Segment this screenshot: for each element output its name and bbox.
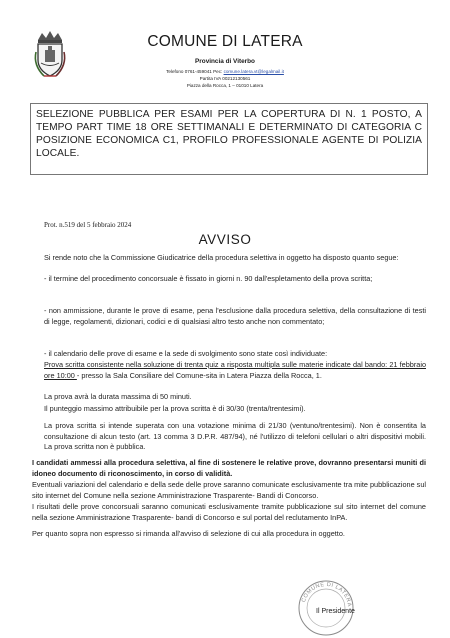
- written-test-venue: - presso la Sala Consiliare del Comune-sita in Latera Piazza della Rocca, 1.: [76, 370, 322, 380]
- paragraph-variations: Eventuali variazioni del calendario e della sede delle prove saranno comunicate esclusivamente tra mite pubblicazione sul sito internet del Comune nella sezione Amministrazione Trasparente- Bandi di Concorso.: [32, 480, 426, 500]
- vat-line: Partita IVA 00212130561: [199, 76, 251, 82]
- contact-line: [0, 68, 450, 75]
- written-test-date: Prova scritta consistente nella soluzione di trenta quiz a risposta multipla sulle materie indicate dal bando: 21 febbraio ore 10:00: [44, 360, 426, 380]
- seal-text: COMUNE DI LATERA: [300, 581, 353, 608]
- paragraph-results: I risultati delle prove concorsuali saranno comunicati esclusivamente tramite pubblicazione sul sito internet del comune nella sezione Amministrazione Trasparente- bandi di Concorso e sul portal del reclutamento InPA.: [32, 502, 426, 522]
- paragraph-duration: La prova avrà la durata massima di 50 minuti.: [44, 392, 192, 401]
- pec-link[interactable]: comune.latera.vt@legalmail.it: [223, 69, 284, 74]
- page-title: AVVISO: [198, 232, 252, 247]
- paragraph-non-admission: - non ammissione, durante le prove di esame, pena l'esclusione dalla procedura selettiva, della consultazione di testi di legge, regolamenti, dizionari, codici e di qualsiasi altro testo anche non commentato;: [44, 306, 426, 326]
- paragraph-max-score: Il punteggio massimo attribuibile per la prova scritta è di 30/30 (trenta/trentesimi).: [44, 404, 306, 413]
- phone-line: Telefono 0761-459041 Pec:: [166, 69, 224, 74]
- paragraph-id-document: I candidati ammessi alla procedura selettiva, al fine di sostenere le relative prove, dovranno presentarsi muniti di idoneo documento di riconoscimento, in corso di validità.: [32, 458, 426, 478]
- paragraph-passing-score: La prova scritta si intende superata con una votazione minima di 21/30 (ventuno/trentesimi). Non è consentita la consultazione di alcun testo (art. 13 comma 3 D.P.R. 487/94), né l'utilizzo di telefoni cellulari o altri dispositivi mobili. La prova scritta non è pubblica.: [44, 421, 426, 452]
- selection-box: [30, 103, 428, 175]
- address-line: Piazza della Rocca, 1 – 01010 Latera: [186, 83, 264, 89]
- paragraph-closing: Per quanto sopra non espresso si rimanda all'avviso di selezione di cui alla procedura in oggetto.: [32, 529, 345, 538]
- paragraph-term: - il termine del procedimento concorsuale è fissato in giorni n. 90 dall'espletamento della prova scritta;: [44, 274, 373, 283]
- paragraph-calendar: - il calendario delle prove di esame e la sede di svolgimento sono state così individuate:: [44, 349, 328, 358]
- contact-block: [0, 68, 450, 90]
- selection-text: SELEZIONE PUBBLICA PER ESAMI PER LA COPERTURA DI N. 1 POSTO, A TEMPO PART TIME 18 ORE SETTIMANALI E DETERMINATO DI CATEGORIA C POSIZIONE ECONOMICA C1, PROFILO PROFESSIONALE AGENTE DI POLIZIA LOCALE.: [36, 109, 422, 159]
- paragraph-intro: Si rende noto che la Commissione Giudicatrice della procedura selettiva in oggetto ha disposto quanto segue:: [44, 253, 399, 262]
- paragraph-written-test: [44, 360, 426, 381]
- org-name: COMUNE DI LATERA: [147, 33, 303, 50]
- signature-label: Il Presidente: [316, 608, 355, 615]
- protocol-number: Prot. n.519 del 5 febbraio 2024: [44, 221, 132, 229]
- province: Provincia di Viterbo: [195, 58, 255, 65]
